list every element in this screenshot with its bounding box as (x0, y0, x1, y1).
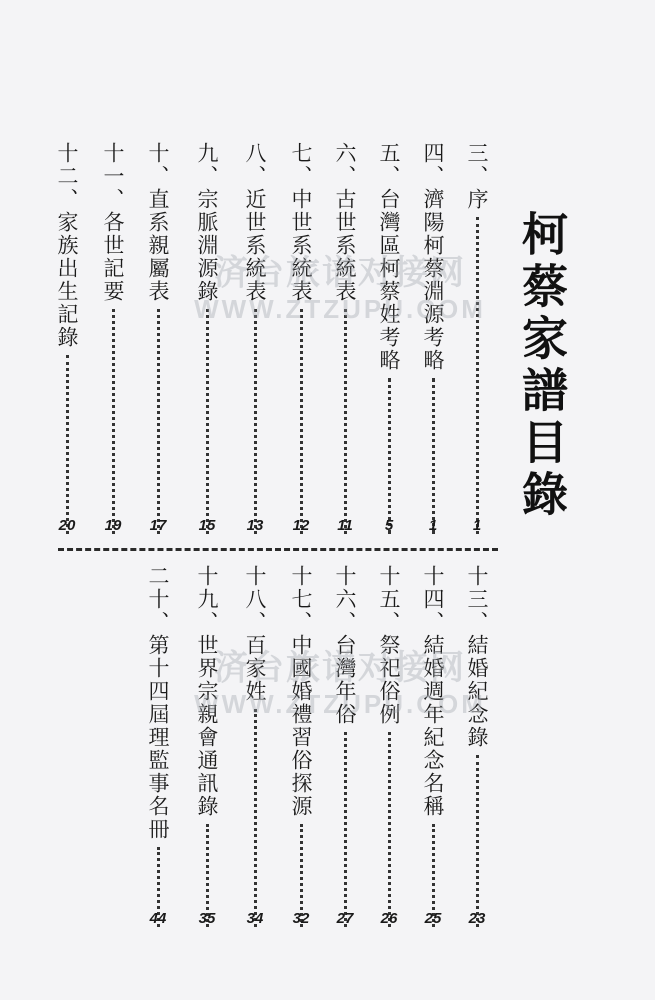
toc-entry-19[interactable] (192, 565, 222, 927)
leader-dots (388, 732, 391, 927)
toc-entry-label: 六、古世系統表 (333, 142, 357, 303)
toc-entry-label: 十五、祭祀俗例 (377, 565, 401, 726)
toc-entry-page: 17 (149, 517, 167, 534)
leader-dots (300, 309, 303, 534)
toc-entry-3[interactable] (462, 142, 492, 534)
leader-dots (432, 378, 435, 534)
toc-entry-11[interactable] (98, 142, 128, 534)
toc-entry-12[interactable] (52, 142, 82, 534)
toc-entry-page: 15 (198, 517, 216, 534)
toc-entry-16[interactable] (330, 565, 360, 927)
toc-entry-15[interactable] (374, 565, 404, 927)
toc-entry-label: 八、近世系統表 (243, 142, 267, 303)
toc-entry-label: 七、中世系統表 (289, 142, 313, 303)
toc-entry-label: 十二、家族出生記錄 (55, 142, 79, 349)
toc-entry-label: 九、宗脈淵源錄 (195, 142, 219, 303)
toc-entry-page: 27 (336, 910, 354, 927)
leader-dots (344, 732, 347, 927)
toc-entry-label: 三、序 (465, 142, 489, 211)
toc-entry-page: 12 (292, 517, 310, 534)
leader-dots (157, 309, 160, 534)
toc-entry-page: 25 (424, 910, 442, 927)
toc-entry-label: 十六、台灣年俗 (333, 565, 357, 726)
leader-dots (66, 355, 69, 534)
toc-entry-18[interactable] (240, 565, 270, 927)
toc-entry-14[interactable] (418, 565, 448, 927)
toc-entry-page: 11 (337, 517, 353, 534)
toc-entry-label: 二十、第十四屆理監事名冊 (146, 565, 170, 841)
leader-dots (344, 309, 347, 534)
toc-entry-4[interactable] (418, 142, 448, 534)
toc-entry-page: 5 (384, 517, 394, 534)
toc-entry-page: 13 (246, 517, 264, 534)
page-title: 柯蔡家譜目錄 (515, 210, 569, 522)
toc-entry-page: 20 (58, 517, 76, 534)
leader-dots (206, 309, 209, 534)
toc-entry-page: 19 (104, 517, 122, 534)
leader-dots (254, 709, 257, 927)
leader-dots (476, 217, 479, 534)
toc-entry-9[interactable] (192, 142, 222, 534)
toc-entry-label: 十八、百家姓 (243, 565, 267, 703)
toc-entry-label: 十四、結婚週年紀念名稱 (421, 565, 445, 818)
watermark-url: WWW.ZTZUPU.COM (194, 689, 486, 719)
toc-entry-page: 26 (380, 910, 398, 927)
toc-entry-10[interactable] (143, 142, 173, 534)
toc-entry-label: 十九、世界宗親會通訊錄 (195, 565, 219, 818)
toc-entry-7[interactable] (286, 142, 316, 534)
toc-entry-page: 1 (428, 517, 438, 534)
toc-entry-17[interactable] (286, 565, 316, 927)
toc-entry-6[interactable] (330, 142, 360, 534)
toc-entry-label: 十、直系親屬表 (146, 142, 170, 303)
toc-entry-5[interactable] (374, 142, 404, 534)
watermark-text: 済台旅谱对接网 (214, 253, 466, 293)
watermark-text: 済台旅谱对接网 (214, 648, 466, 688)
leader-dots (254, 309, 257, 534)
toc-entry-8[interactable] (240, 142, 270, 534)
toc-entry-20[interactable] (143, 565, 173, 927)
toc-entry-label: 五、台灣區柯蔡姓考略 (377, 142, 401, 372)
section-divider (58, 548, 498, 551)
toc-entry-page: 44 (149, 910, 167, 927)
toc-entry-label: 十一、各世記要 (101, 142, 125, 303)
toc-entry-page: 1 (472, 517, 482, 534)
toc-entry-label: 十三、結婚紀念錄 (465, 565, 489, 749)
toc-entry-page: 32 (292, 910, 310, 927)
watermark-url: WWW.ZTZUPU.COM (194, 294, 486, 324)
toc-entry-label: 十七、中國婚禮習俗探源 (289, 565, 313, 818)
toc-entry-page: 23 (468, 910, 486, 927)
toc-entry-page: 35 (198, 910, 216, 927)
leader-dots (388, 378, 391, 534)
toc-entry-page: 34 (246, 910, 264, 927)
toc-entry-13[interactable] (462, 565, 492, 927)
toc-entry-label: 四、濟陽柯蔡淵源考略 (421, 142, 445, 372)
leader-dots (112, 309, 115, 534)
leader-dots (476, 755, 479, 927)
